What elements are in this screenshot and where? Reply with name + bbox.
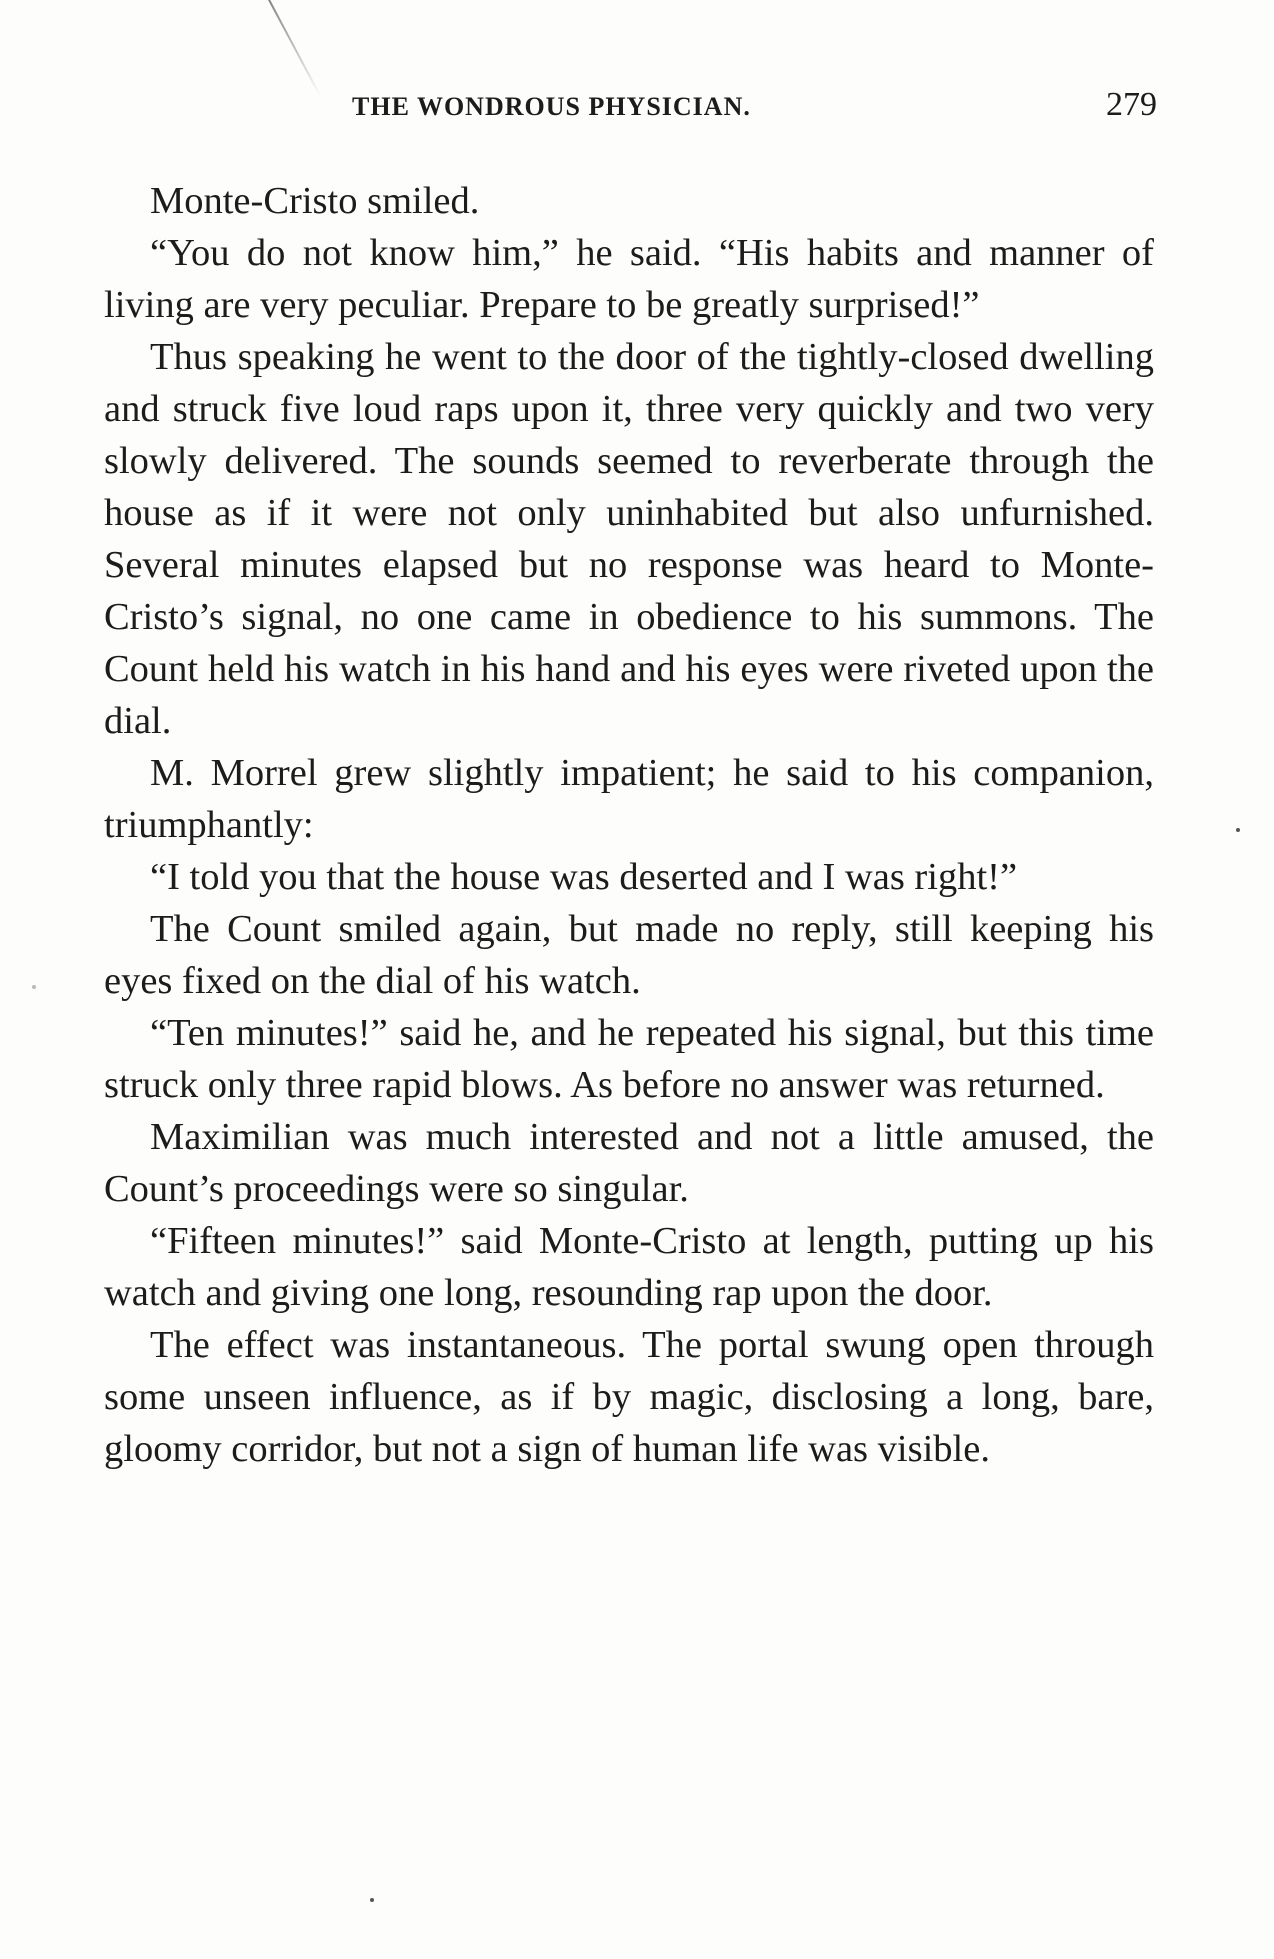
paragraph: The Count smiled again, but made no reply, still keeping his eyes fixed on the dial of his watch. — [104, 908, 1154, 1002]
paper-speck — [32, 985, 36, 989]
body-text — [104, 175, 1154, 1475]
paragraph: Maximilian was much interested and not a little amused, the Count’s proceedings were so singular. — [104, 1116, 1154, 1210]
paragraph: The effect was instantaneous. The portal swung open through some unseen influence, as if by magic, disclosing a long, bare, gloomy corridor, but not a sign of human life was visible. — [104, 1324, 1154, 1470]
paragraph: Thus speaking he went to the door of the tightly-closed dwelling and struck five loud raps upon it, three very quickly and two very slowly delivered. The sounds seemed to reverberate through the house as if it were not only uninhabited but also unfurnished. Several minutes elapsed but no response was heard to Monte-Cristo’s signal, no one came in obedience to his summons. The Count held his watch in his hand and his eyes were riveted upon the dial. — [104, 336, 1154, 742]
paper-speck — [1236, 828, 1240, 832]
page-number: 279 — [1106, 86, 1157, 123]
paper-speck — [370, 1898, 374, 1902]
paragraph: Monte-Cristo smiled. — [150, 180, 480, 222]
paragraph: M. Morrel grew slightly impatient; he said to his companion, triumphantly: — [104, 752, 1154, 846]
paragraph: “You do not know him,” he said. “His habits and manner of living are very peculiar. Prepare to be greatly surprised!” — [104, 232, 1154, 326]
paper-scratch-mark — [268, 0, 321, 97]
paragraph: “Fifteen minutes!” said Monte-Cristo at length, putting up his watch and giving one long, resounding rap upon the door. — [104, 1220, 1154, 1314]
running-head — [352, 86, 1157, 132]
running-title: THE WONDROUS PHYSICIAN. — [352, 92, 751, 121]
paragraph: “I told you that the house was deserted and I was right!” — [150, 856, 1018, 898]
paragraph: “Ten minutes!” said he, and he repeated his signal, but this time struck only three rapid blows. As before no answer was returned. — [104, 1012, 1154, 1106]
